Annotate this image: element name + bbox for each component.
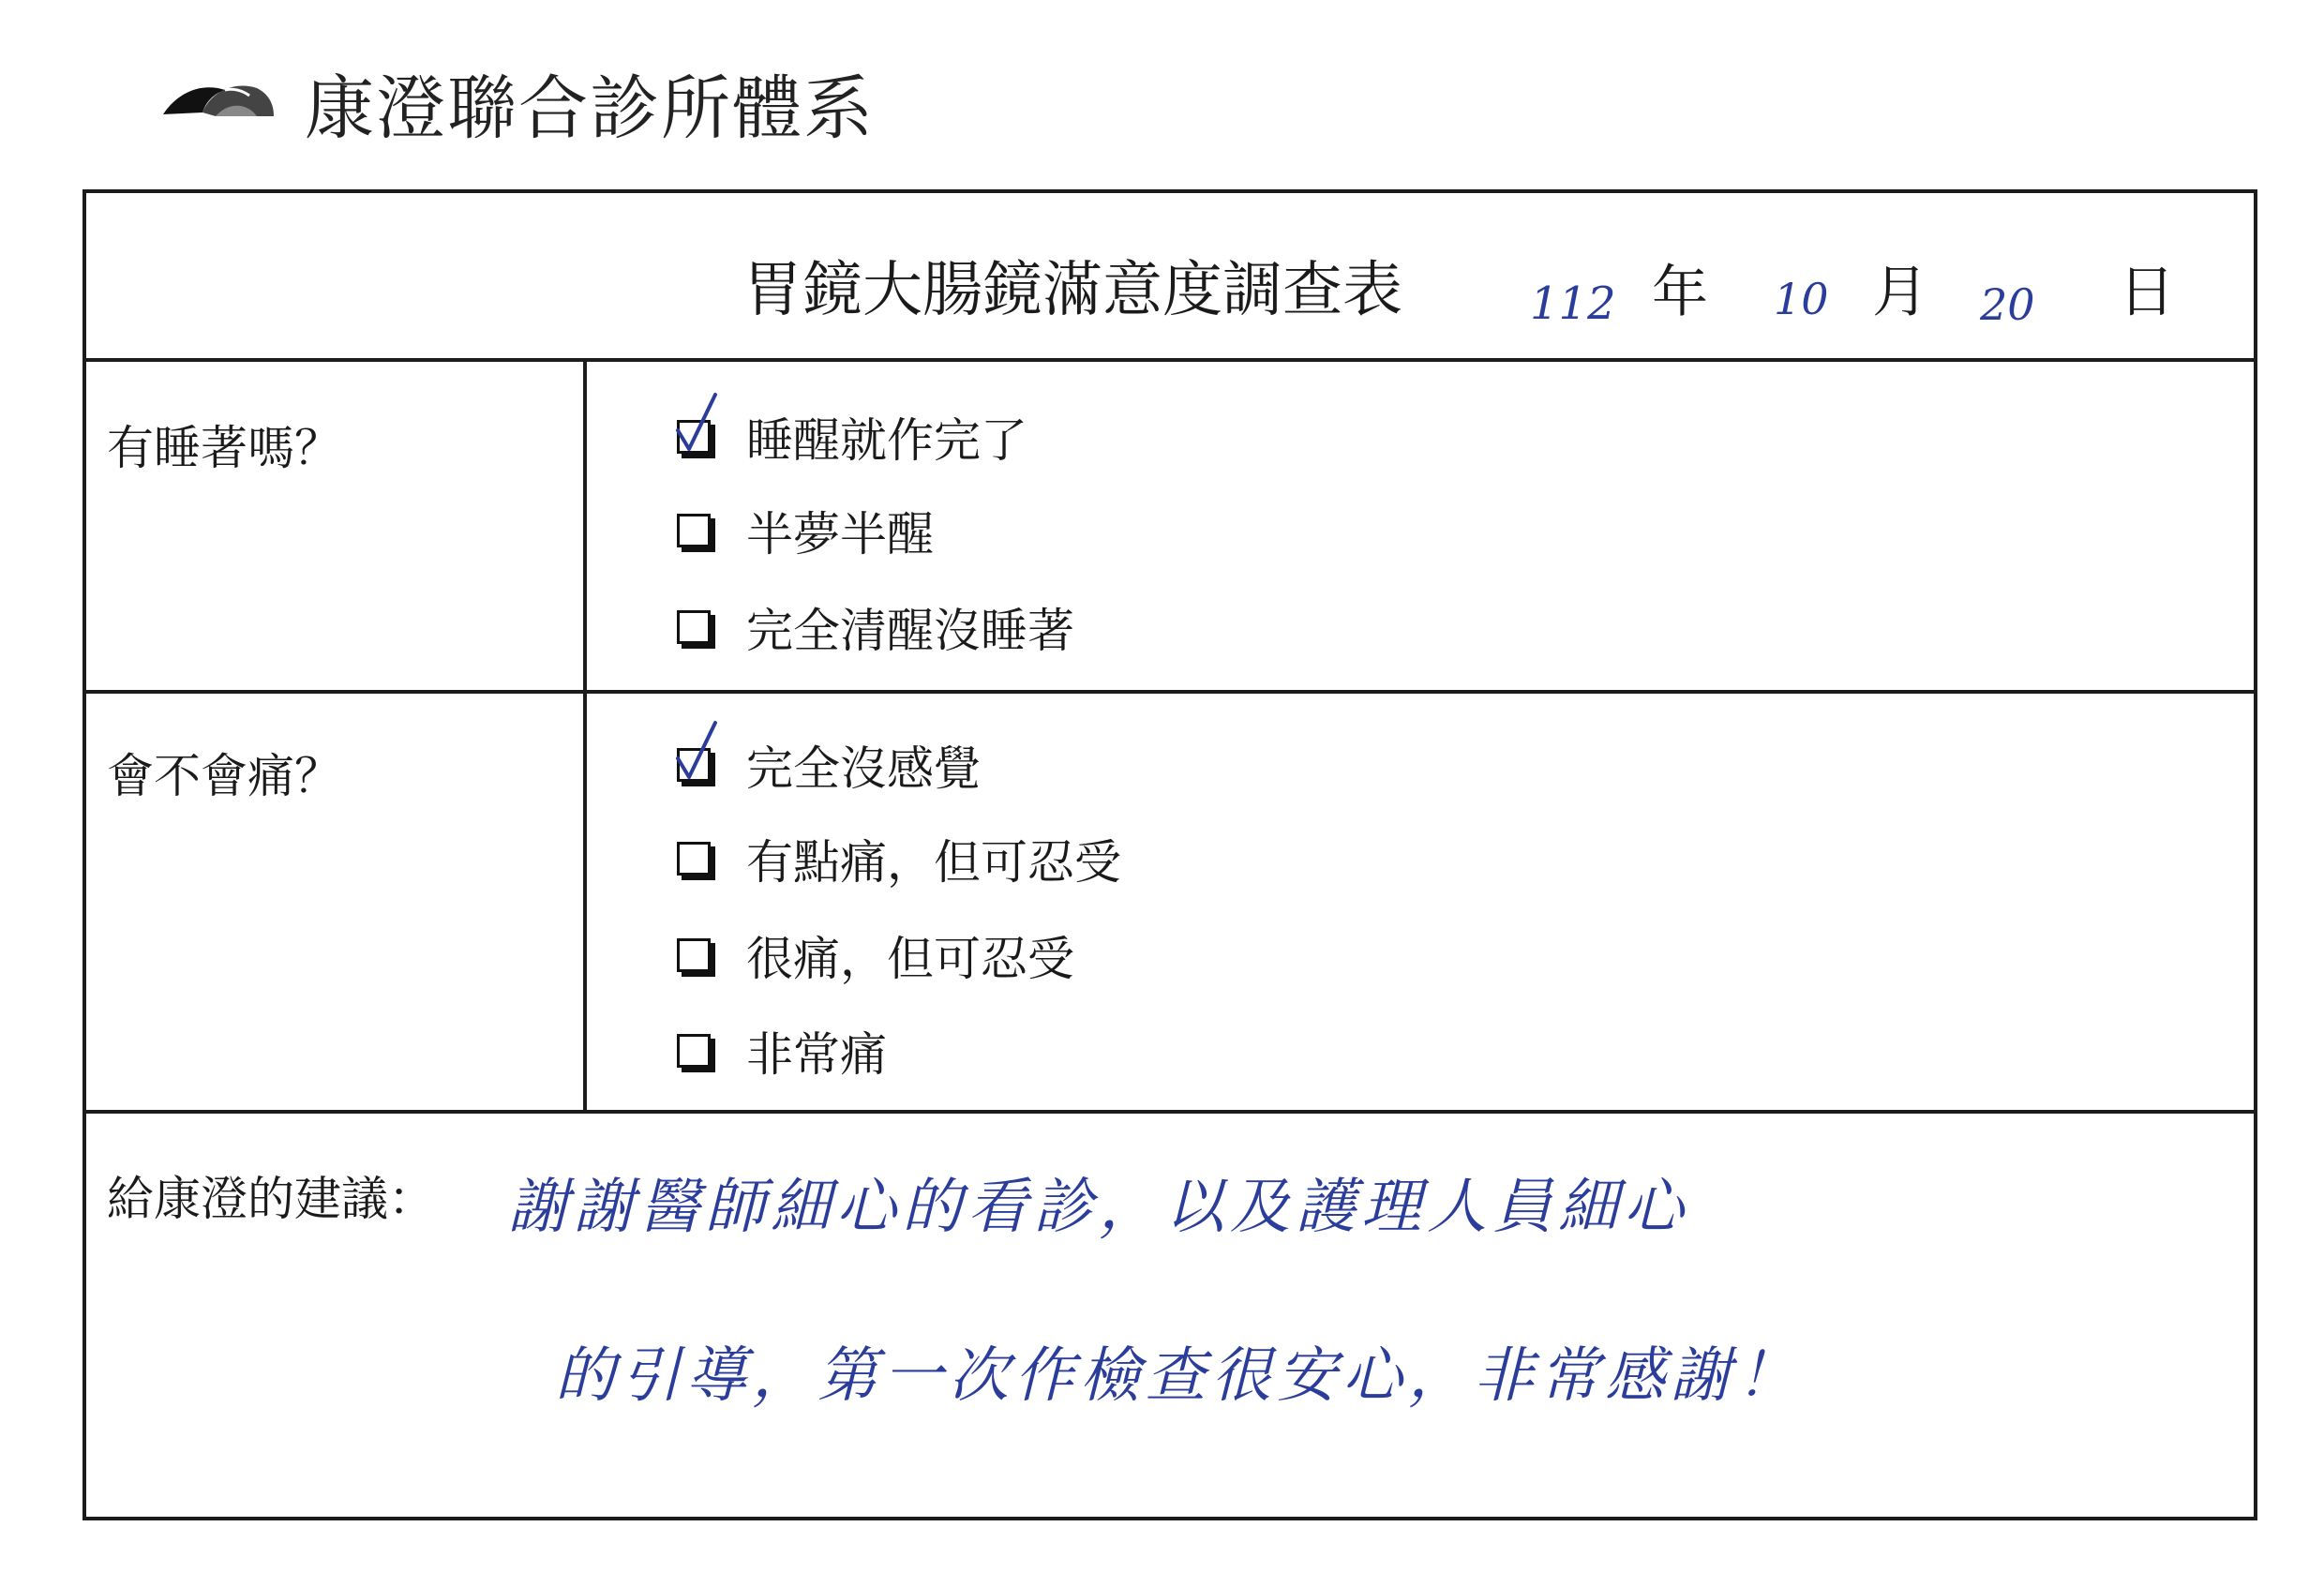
- suggestion-handwritten-line: 的引導，第一次作檢查很安心，非常感謝！: [555, 1341, 1802, 1411]
- option-label: 睡醒就作完了: [746, 413, 1027, 468]
- date-year-label: 年: [1652, 260, 1708, 325]
- header: [159, 52, 875, 155]
- option-item[interactable]: [677, 1018, 887, 1084]
- row-divider: [86, 358, 2254, 362]
- checkbox[interactable]: [677, 610, 711, 644]
- row-divider: [86, 1110, 2254, 1114]
- date-day-label: 日: [2119, 260, 2175, 325]
- date-month-label: 月: [1872, 260, 1928, 325]
- option-item[interactable]: [677, 826, 1121, 891]
- option-label: 半夢半醒: [746, 507, 934, 561]
- option-label: 完全沒感覺: [746, 741, 981, 796]
- option-label: 有點痛，但可忍受: [746, 835, 1121, 890]
- date-month-value: 10: [1774, 274, 1829, 324]
- option-label: 完全清醒沒睡著: [746, 604, 1074, 658]
- checkbox[interactable]: [677, 514, 711, 547]
- option-item[interactable]: [677, 922, 1074, 988]
- org-name: 康澄聯合診所體系: [305, 68, 875, 149]
- suggestion-label: 給康澄的建議：: [107, 1172, 435, 1226]
- option-item[interactable]: [677, 404, 1027, 470]
- suggestion-handwritten-line: 謝謝醫師細心的看診，以及護理人員細心: [508, 1173, 1689, 1242]
- date-year-value: 112: [1530, 277, 1616, 330]
- column-divider: [583, 358, 587, 1112]
- option-label: 非常痛: [746, 1027, 887, 1082]
- option-item[interactable]: [677, 498, 934, 563]
- checkmark-icon: [674, 719, 721, 785]
- option-item[interactable]: [677, 594, 1074, 660]
- form-title: 胃鏡大腸鏡滿意度調查表: [742, 256, 1402, 325]
- title-row: [86, 193, 2254, 358]
- checkbox[interactable]: [677, 938, 711, 972]
- question-sleep: 有睡著嗎？: [107, 421, 341, 475]
- option-label: 很痛，但可忍受: [746, 932, 1074, 986]
- option-item[interactable]: [677, 732, 981, 798]
- survey-form: [82, 189, 2257, 1520]
- date-day-value: 20: [1980, 279, 2035, 330]
- row-divider: [86, 690, 2254, 694]
- checkmark-icon: [674, 391, 721, 457]
- checkbox[interactable]: [677, 420, 711, 454]
- question-pain: 會不會痛？: [107, 749, 341, 803]
- checkbox[interactable]: [677, 748, 711, 782]
- checkbox[interactable]: [677, 842, 711, 876]
- bird-wing-logo-icon: [159, 75, 277, 131]
- checkbox[interactable]: [677, 1034, 711, 1068]
